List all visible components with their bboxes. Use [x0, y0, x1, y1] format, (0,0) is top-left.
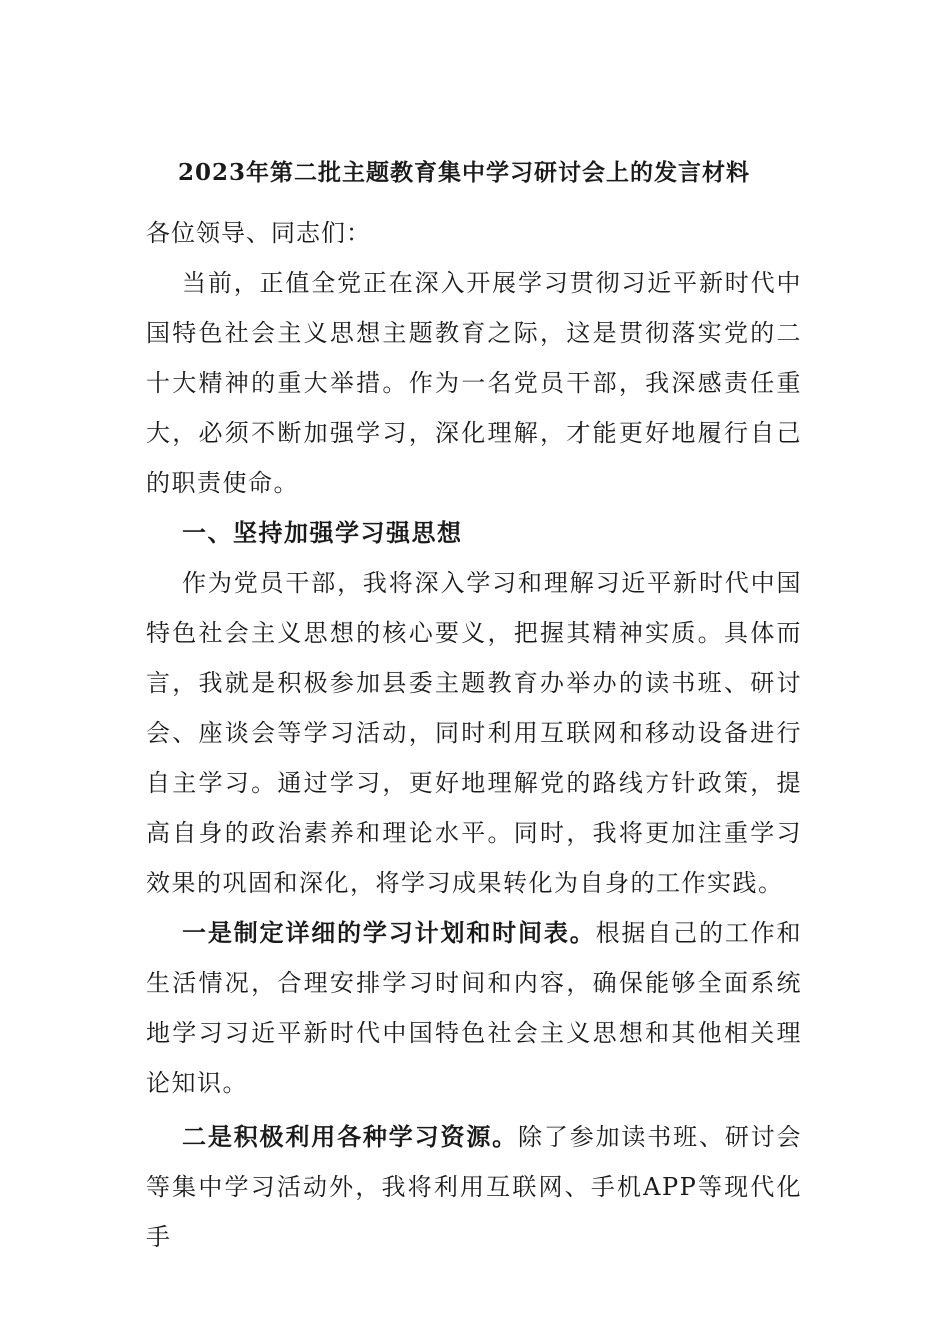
- point-2-lead: 二是积极利用各种学习资源。: [182, 1122, 519, 1151]
- point-1-body: 根据自己的工作和生活情况，合理安排学习时间和内容，确保能够全面系统地学习习近平新时代中国特色社会主义思想和其他相关理论知识。: [146, 919, 803, 1097]
- document-title: 2023年第二批主题教育集中学习研讨会上的发言材料: [178, 159, 751, 186]
- point-1-paragraph: [146, 908, 802, 1108]
- point-2-body: 除了参加读书班、研讨会等集中学习活动外，我将利用互联网、手机APP等现代化手: [146, 1123, 803, 1251]
- section-heading-1: 一、坚持加强学习强思想: [182, 518, 463, 547]
- section-1-paragraph: 作为党员干部，我将深入学习和理解习近平新时代中国特色社会主义思想的核心要义，把握其精神实质。具体而言，我就是积极参加县委主题教育办举办的读书班、研讨会、座谈会等学习活动，同时利用互联网和移动设备进行自主学习。通过学习，更好地理解党的路线方针政策，提高自身的政治素养和理论水平。同时，我将更加注重学习效果的巩固和深化，将学习成果转化为自身的工作实践。: [146, 569, 802, 897]
- point-2-paragraph: [146, 1112, 802, 1262]
- point-1-lead: 一是制定详细的学习计划和时间表。: [182, 918, 596, 947]
- document-page: [146, 156, 802, 1262]
- intro-paragraph: 当前，正值全党正在深入开展学习贯彻习近平新时代中国特色社会主义思想主题教育之际，这是贯彻落实党的二十大精神的重大举措。作为一名党员干部，我深感责任重大，必须不断加强学习，深化理解，才能更好地履行自己的职责使命。: [146, 269, 802, 497]
- salutation: 各位领导、同志们：: [146, 219, 371, 247]
